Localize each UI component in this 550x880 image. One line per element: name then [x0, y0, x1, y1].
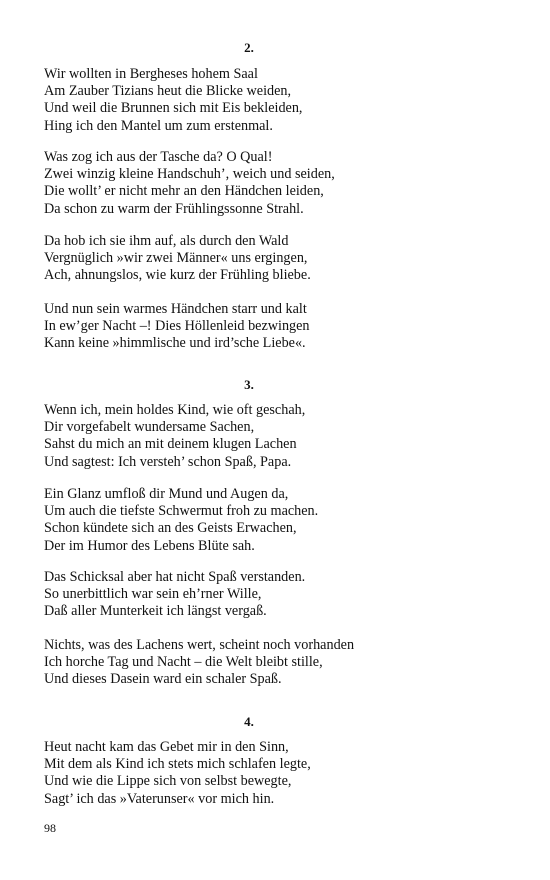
- section-number: 4.: [244, 714, 254, 729]
- section-number: 3.: [244, 377, 254, 392]
- verse-line: Daß aller Munterkeit ich längst vergaß.: [44, 603, 267, 620]
- page-number: 98: [44, 821, 56, 835]
- verse-line: Mit dem als Kind ich stets mich schlafen legte,: [44, 756, 311, 773]
- stanza: [44, 637, 354, 689]
- verse-line: Hing ich den Mantel um zum erstenmal.: [44, 117, 273, 134]
- verse-line: Sahst du mich an mit deinem klugen Lachen: [44, 436, 297, 453]
- verse-line: Und nun sein warmes Händchen starr und kalt: [44, 301, 307, 317]
- verse-line: So unerbittlich war sein eh’rner Wille,: [44, 586, 262, 603]
- verse-line: Um auch die tiefste Schwermut froh zu machen.: [44, 503, 319, 520]
- verse-line: Dir vorgefabelt wundersame Sachen,: [44, 419, 255, 436]
- verse-line: Und dieses Dasein ward ein schaler Spaß.: [44, 671, 282, 688]
- stanza: [44, 402, 305, 471]
- verse-line: Ach, ahnungslos, wie kurz der Frühling bliebe.: [44, 267, 311, 284]
- verse-line: Ich horche Tag und Nacht – die Welt bleibt stille,: [44, 654, 323, 671]
- verse-line: Ein Glanz umfloß dir Mund und Augen da,: [44, 486, 289, 502]
- verse-line: Und sagtest: Ich versteh’ schon Spaß, Papa.: [44, 453, 292, 470]
- verse-line: Da schon zu warm der Frühlingssonne Strahl.: [44, 200, 304, 217]
- verse-line: Wenn ich, mein holdes Kind, wie oft geschah,: [44, 402, 306, 418]
- verse-line: Das Schicksal aber hat nicht Spaß verstanden.: [44, 569, 306, 585]
- verse-line: Heut nacht kam das Gebet mir in den Sinn,: [44, 739, 289, 755]
- stanza: [44, 486, 318, 555]
- verse-line: Der im Humor des Lebens Blüte sah.: [44, 537, 255, 554]
- verse-line: Die wollt’ er nicht mehr an den Händchen leiden,: [44, 183, 324, 200]
- stanza: [44, 569, 305, 621]
- section-number: 2.: [244, 40, 254, 55]
- stanza: [44, 739, 311, 808]
- verse-line: Zwei winzig kleine Handschuh’, weich und seiden,: [44, 166, 335, 183]
- verse-line: Kann keine »himmlische und ird’sche Liebe«.: [44, 335, 306, 352]
- verse-line: Vergnüglich »wir zwei Männer« uns ergingen,: [44, 250, 308, 267]
- verse-line: Wir wollten in Bergheses hohem Saal: [44, 66, 258, 82]
- verse-line: Am Zauber Tizians heut die Blicke weiden,: [44, 83, 292, 100]
- stanza: [44, 233, 311, 285]
- stanza: [44, 149, 335, 218]
- verse-line: Nichts, was des Lachens wert, scheint noch vorhanden: [44, 637, 355, 653]
- verse-line: Schon kündete sich an des Geists Erwachen,: [44, 520, 297, 537]
- verse-line: Da hob ich sie ihm auf, als durch den Wald: [44, 233, 289, 249]
- stanza: [44, 66, 302, 135]
- verse-line: In ew’ger Nacht –! Dies Höllenleid bezwingen: [44, 318, 310, 335]
- stanza: [44, 301, 310, 353]
- verse-line: Und weil die Brunnen sich mit Eis bekleiden,: [44, 100, 303, 117]
- verse-line: Was zog ich aus der Tasche da? O Qual!: [44, 149, 273, 165]
- verse-line: Und wie die Lippe sich von selbst bewegte,: [44, 773, 292, 790]
- verse-line: Sagt’ ich das »Vaterunser« vor mich hin.: [44, 790, 275, 807]
